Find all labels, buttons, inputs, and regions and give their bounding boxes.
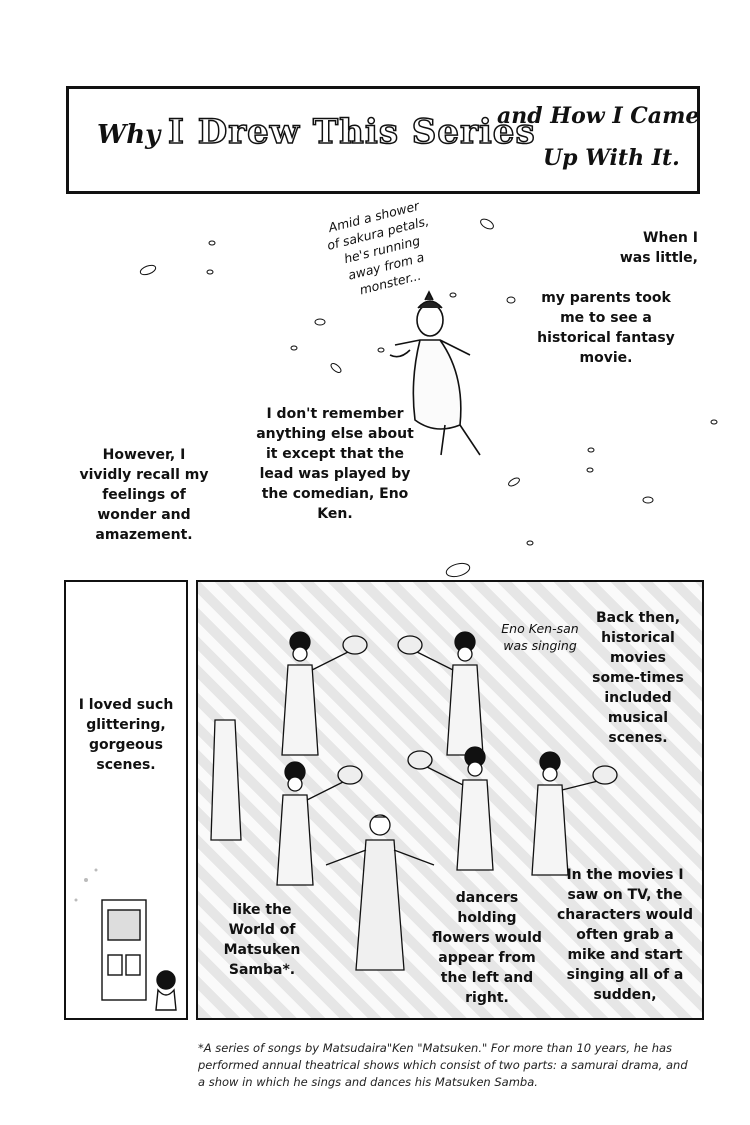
- footnote: *A series of songs by Matsudaira"Ken "Matsuken." For more than 10 years, he has performed annual theatrical shows which consist of two parts: a samurai drama, and a show in which he sings and dances his Matsuken Samba.: [198, 1041, 688, 1089]
- text-parents: my parents took me to see a historical fantasy movie.: [537, 290, 675, 366]
- text-when-little: When I was little,: [619, 230, 698, 266]
- text-back-then: Back then, historical movies some-times included musical scenes.: [592, 610, 684, 746]
- tv-child-illustration: [66, 860, 186, 1018]
- text-dancers: dancers holding flowers would appear from the left and right.: [432, 890, 542, 1006]
- title-and-line: and How I Came: [497, 103, 700, 129]
- caption-sakura-petals: Amid a shower of sakura petals, he's running away from a monster...: [325, 197, 431, 298]
- text-dont-remember: I don't remember anything else about it except that the lead was played by the comedian, Eno Ken.: [256, 406, 414, 522]
- caption-eno-singing: Eno Ken-san was singing: [501, 621, 579, 653]
- title-why: Why: [97, 120, 161, 150]
- text-like-world: like the World of Matsuken Samba*.: [223, 902, 301, 978]
- text-loved: I loved such glittering, gorgeous scenes.: [78, 697, 174, 773]
- title-main: I Drew This Series: [168, 112, 536, 152]
- text-in-movies: In the movies I saw on TV, the characters would often grab a mike and start singing all of a sudden,: [556, 867, 693, 1003]
- title-up-line: Up With It.: [543, 145, 680, 171]
- text-however: However, I vividly recall my feelings of wonder and amazement.: [79, 447, 209, 543]
